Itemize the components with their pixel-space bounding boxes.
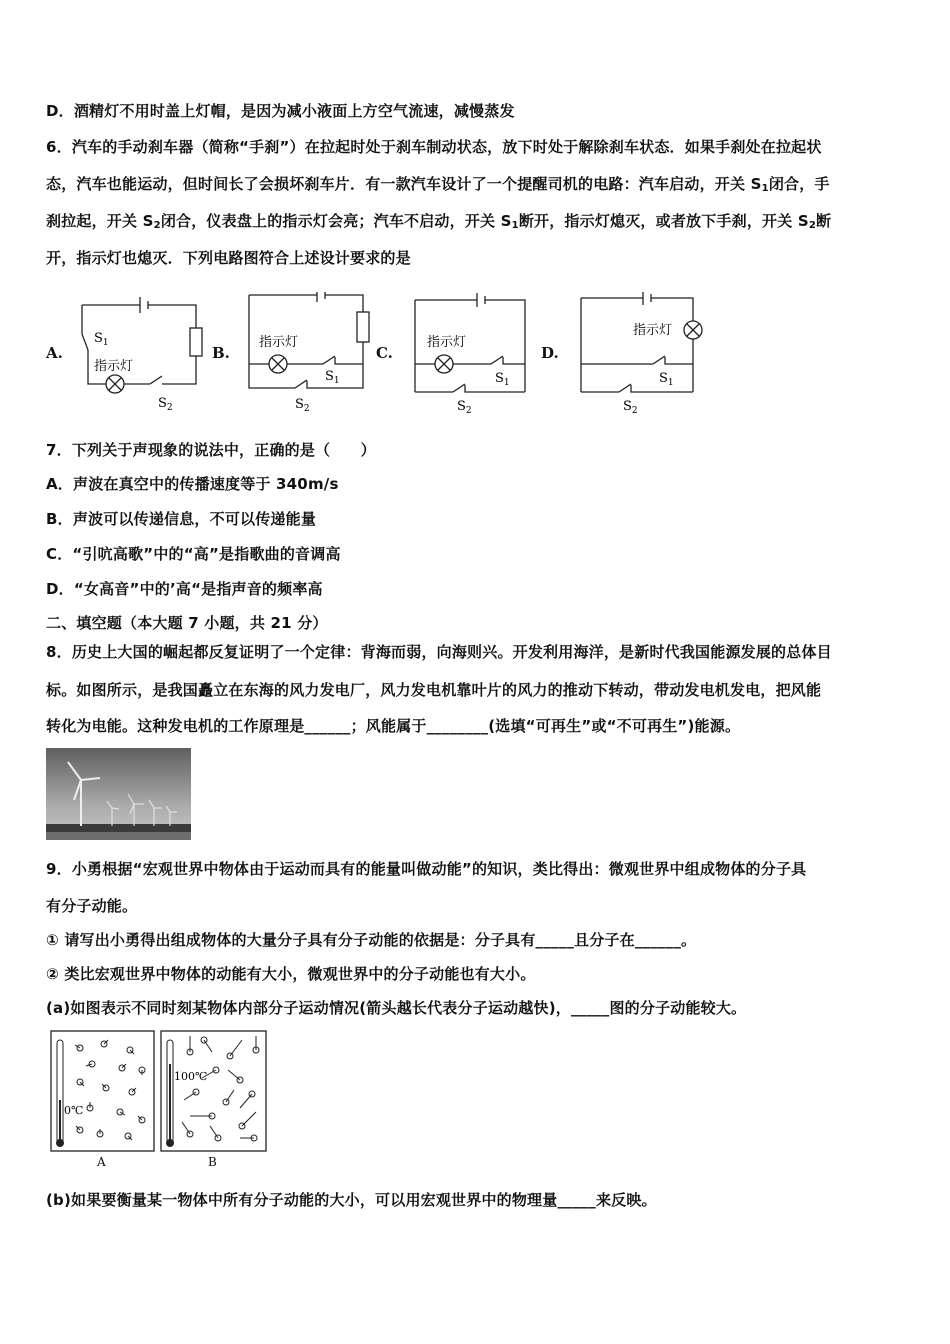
svg-text:S1: $S_1$ (94, 331, 109, 348)
svg-text:100℃: 100℃ (174, 1070, 208, 1083)
svg-text:S2: $S_2$ (623, 399, 638, 414)
q6-line-2: 态，汽车也能运动，但时间长了会损坏刹车片．有一款汽车设计了一个提醒司机的电路：汽车启动，开关 $S_1$闭合，手 (46, 175, 830, 194)
svg-text:S2: $S_2$ (457, 399, 472, 414)
q6-line-4: 开，指示灯也熄灭．下列电路图符合上述设计要求的是 (46, 249, 411, 267)
q9-part-b: (b)如果要衡量某一物体中所有分子动能的大小，可以用宏观世界中的物理量_____来反映。 (46, 1191, 657, 1209)
q7-stem: 7．下列关于声现象的说法中，正确的是（ ） (46, 441, 376, 459)
wind-farm-photo (46, 748, 191, 840)
q9-part-1: ① 请写出小勇得出组成物体的大量分子具有分子动能的依据是：分子具有_____且分子在______。 (46, 931, 697, 949)
q9-line-2: 有分子动能。 (46, 897, 138, 915)
q9-part-a: (a)如图表示不同时刻某物体内部分子运动情况(箭头越长代表分子运动越快)，_____图的分子动能较大。 (46, 999, 747, 1017)
q8-line-1: 8．历史上大国的崛起都反复证明了一个定律：背海而弱，向海则兴。开发利用海洋，是新时代我国能源发展的总体目 (46, 643, 832, 661)
svg-text:0℃: 0℃ (64, 1104, 84, 1117)
svg-text:指示灯: 指示灯 (94, 359, 134, 374)
q8-line-2: 标。如图所示，是我国矗立在东海的风力发电厂，风力发电机靠叶片的风力的推动下转动，带动发电机发电，把风能 (46, 681, 822, 699)
circuit-a-diagram (72, 292, 208, 414)
svg-text:S1: $S_1$ (495, 371, 510, 388)
svg-text:S1: $S_1$ (325, 369, 340, 386)
q9-line-1: 9．小勇根据“宏观世界中物体由于运动而具有的能量叫做动能”的知识，类比得出：微观世界中组成物体的分子具 (46, 860, 807, 878)
svg-text:指示灯: 指示灯 (259, 335, 299, 350)
svg-text:S1: $S_1$ (659, 371, 674, 388)
svg-text:指示灯: 指示灯 (427, 335, 467, 350)
q6-line-1: 6．汽车的手动刹车器（简称“手刹”）在拉起时处于刹车制动状态，放下时处于解除刹车状态．如果手刹处在拉起状 (46, 138, 822, 156)
molecule-box-a (50, 1030, 156, 1154)
q7-option-d[interactable]: D．“女高音”中的’高“是指声音的频率高 (46, 580, 323, 598)
q7-option-c[interactable]: C．“引吭高歌”中的“高”是指歌曲的音调高 (46, 545, 341, 563)
svg-text:S2: $S_2$ (158, 396, 173, 413)
q5-option-d: D．酒精灯不用时盖上灯帽，是因为减小液面上方空气流速，减慢蒸发 (46, 102, 515, 120)
molecule-box-b-label: B (208, 1155, 217, 1169)
circuit-d-diagram (575, 292, 703, 414)
q7-option-b[interactable]: B．声波可以传递信息，不可以传递能量 (46, 510, 317, 528)
q6-option-c-label[interactable]: C. (376, 344, 393, 362)
circuit-c-diagram (407, 292, 535, 414)
q6-option-a-label[interactable]: A. (46, 344, 63, 362)
q6-option-b-label[interactable]: B. (212, 344, 230, 362)
circuit-b-diagram (237, 292, 373, 414)
section-2-heading: 二、填空题（本大题 7 小题，共 21 分） (46, 614, 328, 632)
q6-option-d-label[interactable]: D. (541, 344, 559, 362)
q9-part-2: ② 类比宏观世界中物体的动能有大小，微观世界中的分子动能也有大小。 (46, 965, 536, 983)
q7-option-a[interactable]: A．声波在真空中的传播速度等于 340m/s (46, 475, 339, 493)
molecule-box-a-label: A (97, 1155, 106, 1169)
svg-text:S2: $S_2$ (295, 397, 310, 414)
q6-line-3: 刹拉起，开关 $S_2$闭合，仪表盘上的指示灯会亮；汽车不启动，开关 $S_1$断开，指示灯熄灭，或者放下手刹，开关 $S_2$断 (46, 212, 832, 231)
q8-line-3: 转化为电能。这种发电机的工作原理是______；风能属于________(选填“可再生”或“不可再生”)能源。 (46, 717, 741, 735)
molecule-box-b (160, 1030, 268, 1154)
svg-text:指示灯: 指示灯 (633, 323, 673, 338)
